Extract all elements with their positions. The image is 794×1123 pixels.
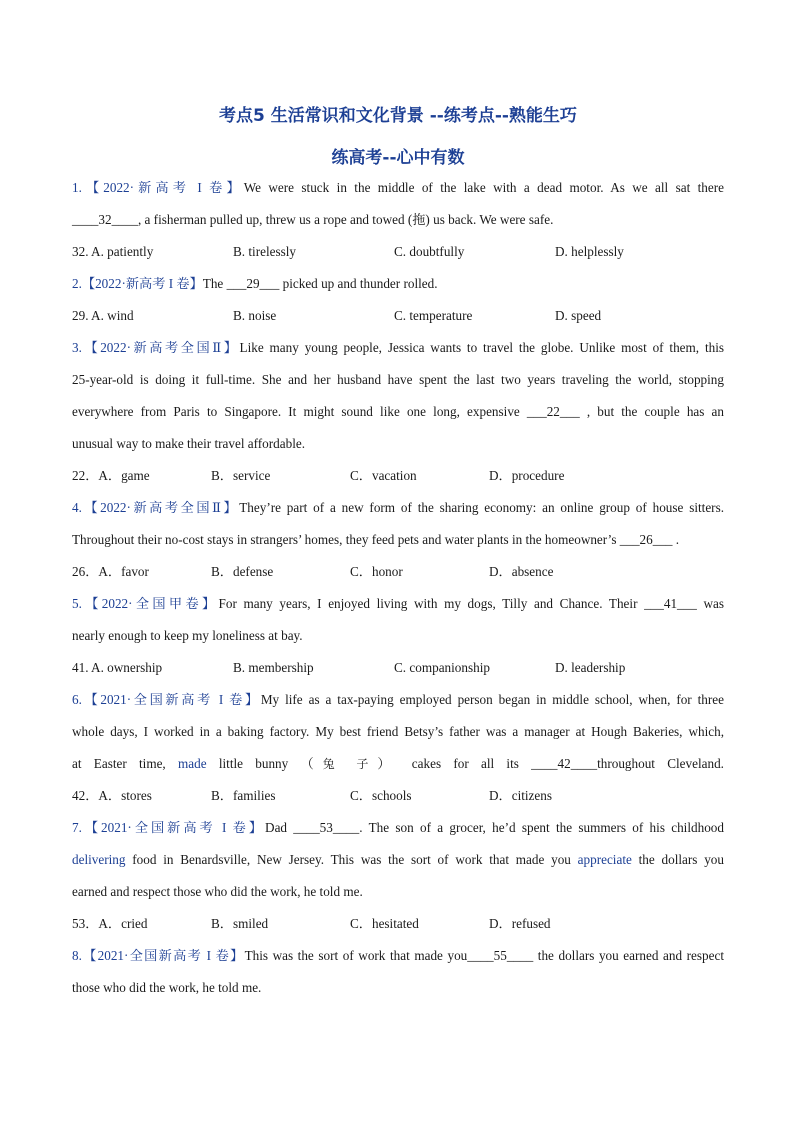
option-b: B. membership [233, 660, 314, 675]
text-segment: at Easter time, [72, 756, 178, 771]
question-text: My life as a tax-paying employed person began in middle school, when, for three [260, 692, 724, 707]
question-7-line-1 [72, 812, 724, 844]
option-a: 41. A. ownership [72, 660, 163, 675]
question-1-line-2: ____32____, a fisherman pulled up, threw us a rope and towed (拖) us back. We were safe. [72, 212, 554, 227]
question-source: 【2022·新高考全国Ⅱ】 [81, 500, 240, 515]
question-source: 【2022·新高考全国Ⅱ】 [81, 340, 240, 355]
option-b: B．service [211, 468, 271, 483]
question-3-line-3: everywhere from Paris to Singapore. It might sound like one long, expensive ___22___ , but the couple has an [72, 404, 724, 419]
option-c: C．vacation [350, 468, 417, 483]
option-b: B．smiled [211, 916, 269, 931]
option-a: 22．A．game [72, 468, 150, 483]
highlighted-word: made [178, 756, 207, 771]
cjk-gloss: 兔 子 [322, 757, 378, 771]
question-text: For many years, I enjoyed living with my dogs, Tilly and Chance. Their ___41___ was [218, 596, 724, 611]
question-number: 1. [72, 180, 82, 195]
question-text: They’re part of a new form of the sharing economy: an online group of house sitters. [239, 500, 724, 515]
question-1-options [72, 236, 724, 268]
option-c: C．schools [350, 788, 412, 803]
option-d: D．absence [489, 564, 554, 579]
text-segment: ） cakes for all its ____42____throughout Cleveland. [377, 756, 724, 771]
question-2-options [72, 300, 724, 332]
option-a: 26．A．favor [72, 564, 149, 579]
question-source: 【2022·全国甲卷】 [81, 596, 219, 611]
question-text: Like many young people, Jessica wants to travel the globe. Unlike most of them, this [239, 340, 725, 355]
text-segment: the dollars you [631, 852, 724, 867]
question-1-line-1 [72, 172, 724, 204]
page-subtitle: 练高考--心中有数 [331, 148, 465, 168]
page-title: 考点5 生活常识和文化背景 --练考点--熟能生巧 [219, 106, 577, 126]
question-6-options [72, 780, 724, 812]
option-a: 29. A. wind [72, 308, 134, 323]
question-number: 4. [72, 500, 82, 515]
question-4-line-2: Throughout their no-cost stays in strangers’ homes, they feed pets and water plants in the homeowner’s ___26___ . [72, 532, 680, 547]
question-3-line-4: unusual way to make their travel affordable. [72, 436, 306, 451]
question-source: 【2021·全国新高考 I 卷】 [81, 692, 261, 707]
option-d: D. helplessly [555, 244, 624, 259]
question-text: We were stuck in the middle of the lake with a dead motor. As we all sat there [243, 180, 724, 195]
question-source: 【2021·全国新高考 I 卷】 [81, 820, 266, 835]
option-a: 42．A．stores [72, 788, 152, 803]
question-text: Dad ____53____. The son of a grocer, he’d spent the summers of his childhood [265, 820, 724, 835]
text-segment: food in Benardsville, New Jersey. This was the sort of work that made you [125, 852, 578, 867]
question-text: This was the sort of work that made you____55____ the dollars you earned and respect [244, 948, 724, 963]
question-5-options [72, 652, 724, 684]
question-6-line-3 [72, 748, 724, 780]
option-c: C. companionship [394, 660, 490, 675]
option-c: C. temperature [394, 308, 473, 323]
option-c: C．honor [350, 564, 403, 579]
question-3-options [72, 460, 724, 492]
question-source: 【2021·全国新高考 I 卷】 [81, 948, 245, 963]
question-7-line-3: earned and respect those who did the work, he told me. [72, 884, 363, 899]
question-4-line-1 [72, 492, 724, 524]
option-c: C. doubtfully [394, 244, 465, 259]
question-8-line-1 [72, 940, 724, 972]
question-6-line-1 [72, 684, 724, 716]
question-number: 5. [72, 596, 82, 611]
question-source: 【2022·新高考 I 卷】 [81, 180, 244, 195]
option-b: B．defense [211, 564, 274, 579]
question-4-options [72, 556, 724, 588]
question-6-line-2: whole days, I worked in a baking factory. My best friend Betsy’s father was a manager at Hough Bakeries, which, [72, 724, 724, 739]
option-a: 53．A．cried [72, 916, 148, 931]
highlighted-word: delivering [72, 852, 126, 867]
question-5-line-1 [72, 588, 724, 620]
option-b: B. tirelessly [233, 244, 297, 259]
highlighted-word: appreciate [577, 852, 632, 867]
option-c: C．hesitated [350, 916, 419, 931]
option-d: D．citizens [489, 788, 552, 803]
option-d: D．procedure [489, 468, 565, 483]
document-page [72, 0, 724, 1004]
question-number: 3. [72, 340, 82, 355]
option-b: B．families [211, 788, 276, 803]
question-source: 【2022·新高考 I 卷】 [81, 276, 203, 291]
text-segment: little bunny （ [206, 756, 323, 771]
question-number: 6. [72, 692, 82, 707]
question-number: 8. [72, 948, 82, 963]
option-b: B. noise [233, 308, 277, 323]
question-8-line-2: those who did the work, he told me. [72, 980, 262, 995]
option-a: 32. A. patiently [72, 244, 154, 259]
question-3-line-1 [72, 332, 724, 364]
question-number: 2. [72, 276, 82, 291]
option-d: D. leadership [555, 660, 626, 675]
question-7-line-2 [72, 844, 724, 876]
question-2-line-1 [72, 268, 724, 300]
question-3-line-2: 25-year-old is doing it full-time. She and her husband have spent the last two years traveling the world, stopping [72, 372, 724, 387]
question-list [72, 172, 724, 1004]
question-number: 7. [72, 820, 82, 835]
option-d: D．refused [489, 916, 551, 931]
question-5-line-2: nearly enough to keep my loneliness at bay. [72, 628, 303, 643]
question-text: The ___29___ picked up and thunder rolled. [202, 276, 438, 291]
option-d: D. speed [555, 308, 602, 323]
question-7-options [72, 908, 724, 940]
